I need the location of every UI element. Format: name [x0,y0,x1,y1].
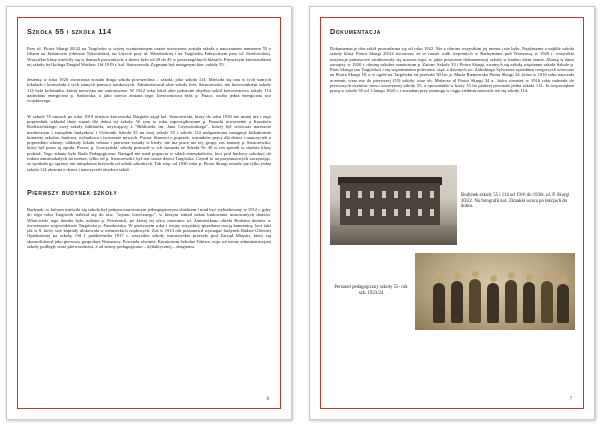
window [370,209,374,216]
window [394,191,398,198]
window [418,209,422,216]
window [406,209,410,216]
window [430,209,434,216]
person-figure [469,279,481,323]
person-head [508,272,515,279]
window [418,191,422,198]
person-figure [487,283,499,323]
page-number: 6 [266,397,269,402]
window [346,191,350,198]
page-content [330,27,574,99]
window [394,209,398,216]
page-number: 7 [569,397,572,402]
person-head [526,274,533,281]
person-figure [541,281,553,323]
photo-caption: Personel pedagogiczny szkoły 55- rok szk. 1923/24 [334,285,408,296]
paragraph: Dokumentacja obu szkół prowadzona się od roku 1922. Nie z obrono wszystkim jej niema i nie było. Najsłusznie z najbliż szkoła szkoły klasy Piotra Skargi 20/22 tworzono, że w czasie walk wojennych w Radzyminie pod Warszawą w 1920 r. wszystkie instytucje państwowe ewakuowały się maczas tego, w jakie potocznie dokumentacji szkoły w bardzo złym stanie. Zbiorę w dano zaczętej: w 1920 r. obronę szkolne sanatorium p. Zatom: Szkoły 55 i Piotra Skargi, zwanych się szkołą więzienne szkoła Szkole p. Piotr Skarga (na Targówku) i się wspominania polecenia, stąd, z dawnych oo. Zaleskiego Sylwestra sąsiednim czegowych wówczas na Piotra Skargi 18, a w ogóle na Targówku od przeszło 50 lat: p. Maria Bieniewska Piotra Skargi 24, która w 1916 roku nauczała uczennic wraz nie do pierwszej (55) szkoły, oraz ob. Mołacza ul Piotra Skargi 34 a., która również w 1916 roku należała do pierwszych uczniów nowo utworzonej szkoły 55, a opowiadała w który 15 lat później powstała jedna szkoła 114. Ja rozpoczęłam pracę w szkole 55 od 1 lutego 1922 r. i zostałam przy niemogę w ciągu siedmiu nazwach też się szkoły 114. [330,46,574,94]
window [382,191,386,198]
person-head [490,275,497,282]
person-figure [433,283,445,323]
person-head [454,273,461,280]
window [370,191,374,198]
page-left [6,6,292,420]
person-figure [505,280,517,323]
building [340,183,440,225]
page-right [309,6,595,420]
person-head [544,273,551,280]
window [430,191,434,198]
person-figure [523,282,535,323]
paragraph: Przy ul. Piotra Skargi 20/22 na Targówku w wyżej wymienionym czasie utworzona została szkoła z nauczaniem numerem 55 z filiami na Julianowie (obecnie Tykocińska), na Utracie przy ul. Wezdorskiej i na Targówku Fabrycznym przy ul. Józefowskiej. Wszystkie klasy mieściły się w domach prywatnych, a dzieci było od 20 do 45 w poszczególnych klasach. Pierwszym kierownikiem tej szkoły był kolega Dargiel Wacław. Od 1919 r. kol. Sztuczewski Zygmunt był następnym kier. szkoły 55. [27,46,271,67]
section-heading: Dokumentacja [330,27,381,36]
paragraph: Jesienią w roku 1920 otworzona została druga szkoła powszechna – szkoła, jako szkoła 114. Mieściła się ona w tych samych lokalach i korzystała z tych samych pomocy naukowych. Administrował obie szkoły kier. Sztuczewski, nie kierownikiem szkoły 114 była koleżanka, której nazwiska nie zanotowano. W 1922 roku lokal obie położone obydwu szkół kierownictwo szkoły 114 nadesłano energiczna p. Sadowska, a jako trzecia zmiana tego: kierownictwa była p. Puacz, osoba jedna energiczna ucz wojskowego. [27,77,271,104]
window [358,209,362,216]
person-head [436,275,443,282]
section-heading: Szkoła 55 i szkoła 114 [27,27,112,36]
paragraph: W szkole 55 ramach po roku 1919 miejsce kierownika Dargiela zajął kol. Sztuczewski, który do roku 1930 nie mniej niż i tego poprzednik wkładał duże starań dla dobra tej szkoły. W tym to roku zapoczątkowane p. Panacki utworzenie a Komitetu Rodzicielskiego swej szkoły biblioteki, używającej z "Biblioteki im. Jana Czystowskiego", której był wówczas nareszcie nieobecnym i zarządem budynków i Ochronki Szkoła 55 na swej szkole 55 i szkole 114 nadgraniczna następuje kilkakrotnie komitety szkolne, budowa, wybudowa i tworzenie nowych. Pucza: Stanowi o poprzek; warunków pracy dla dzieci i nauczycieli z poprzednio własny; oddzialy lokalu własne i pierwsze zostały w kiedy: nie ma prace nie tej; grupy, zaś zmiany p. Sztuczewski, który był przez tę zgoda. Pucza; p. Gorczyński; szkołę postawił w ich stosunki ze Szkoła Nr 30 w ten sposób w okresie klasy podział; Tego zdania było Rada Pedagogiczna. Nastąpił nie miał poparcia w siłach mieszkańców, lecz pod budowy szkolnej do rodzin zamieszkałych na terenie, tylko od p. Sztuczewski, był ten czasie dzieci Targówka. Czynił to na przymusowych zaczynając, że spotkała go sprawy nie umiędzona krzywda od władz szkolnych. Tak więc od 1930 roku p. Piotra Skargi zostało już tylko jedna szkoła 114 złożona z dzieci i nauczycieli obydwu szkół. [27,113,271,172]
window [406,191,410,198]
person-head [560,276,567,283]
page-content [27,27,271,254]
window [382,209,386,216]
section-heading: Pierwszy budynek szkoły [27,187,118,197]
street [330,225,457,245]
window [346,209,350,216]
photo-caption: Budynek szkoły 55 i 114 od 1916 do 1936r. ul. P. Skargi 20/22. Na fotografii kol. Zimakki wraca po lekcjach do domu. [461,193,570,210]
person-head [472,271,479,278]
person-figure [557,284,569,323]
person-figure [451,281,463,323]
school-building-photo [330,165,457,245]
paragraph: Budynek, w którym mieściła się szkoła był jednym murowanym jednopiętrowym obiektem i miał być wybudowany w 1912 r. gdzy do tego roku Targówek należał się do tzw. "rejonu fortecznego", w którym istniał zakaz budowania murowanych domów. Właściciele tego domku była rodzina p. Pewernick, po której tej ulicy nazwano: ul. Zamieszkano obiekt Rodzina domów w ówczesnym województwie Targówka p. Paradowska. W pierwszym roku i wojny rosyjskiej sprzedana swoją kamienicę, lecz taki jak w 8, który swe kapitały ulokowała w niemieckich rządowych. Zaś w 1913 rok postanowił wymagać budynek Radzie Głównej Opiekuńczej na szkołę. Od 1 października 1917 r. wszystkie szkoły warszawskie przeszły pod Zarząd Miejski, który się skonsolidował jako pierwszy gospodarz Warszawy. Powstała również: Kuratorium Szkolne Taktwa, więc od strony administracyjnej szkoły podległy teraz pierwszeńswa, a od strony pedagogiczno – dydaktycznej – drugiemu. [27,206,271,250]
staff-group-photo [415,253,575,330]
window [358,191,362,198]
